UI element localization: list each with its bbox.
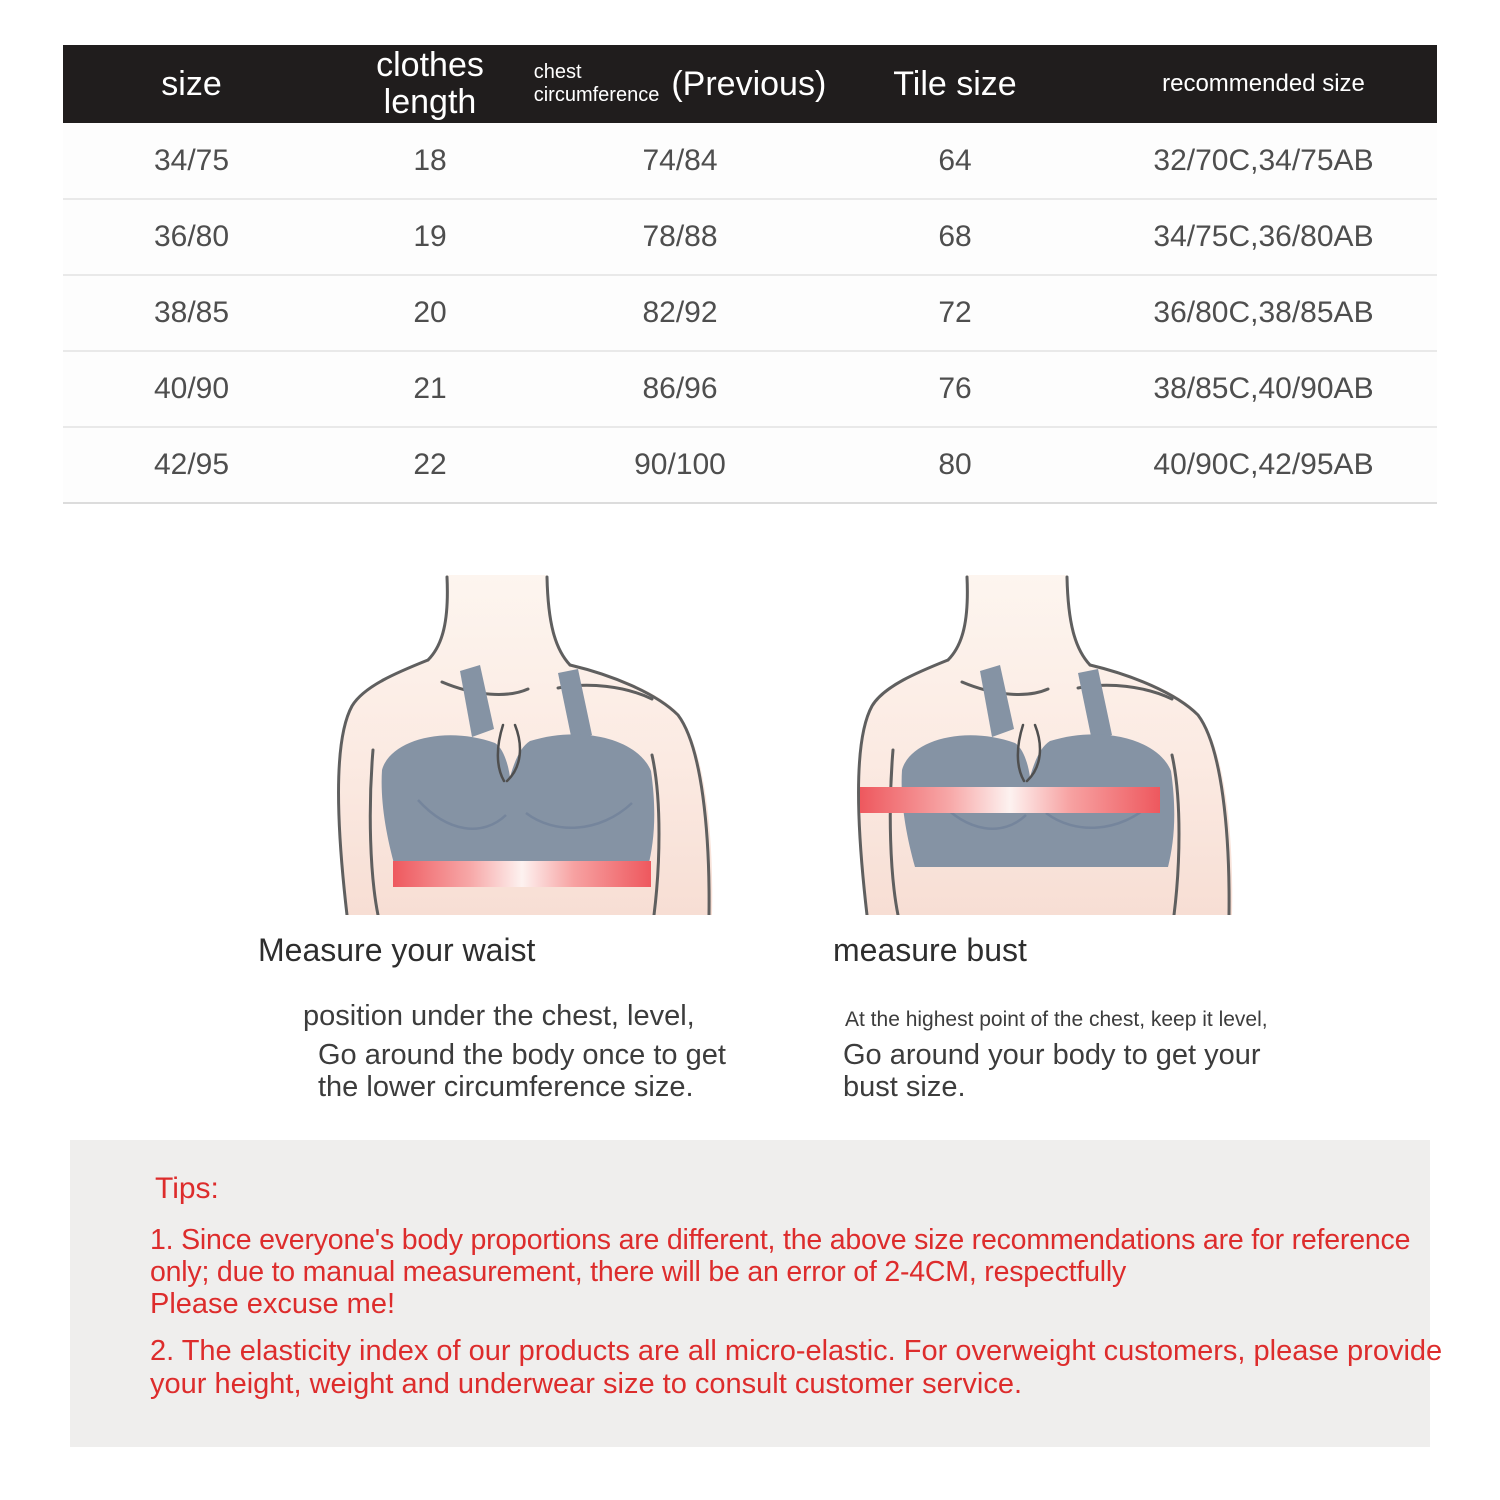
table-cell: 22 xyxy=(320,427,540,503)
size-chart-table xyxy=(63,45,1437,504)
header-label: clothes xyxy=(376,46,484,85)
table-cell: 78/88 xyxy=(540,199,820,275)
tips-note: Please excuse me! xyxy=(150,1288,396,1320)
column-header-tile-size xyxy=(820,45,1090,123)
table-cell: 76 xyxy=(820,351,1090,427)
table-cell: 40/90 xyxy=(63,351,320,427)
table-cell: 38/85C,40/90AB xyxy=(1090,351,1437,427)
table-cell: 36/80 xyxy=(63,199,320,275)
header-label: size xyxy=(161,64,222,103)
tips-heading: Tips: xyxy=(155,1172,219,1205)
column-header-chest-circumference xyxy=(533,45,827,123)
table-cell: 90/100 xyxy=(540,427,820,503)
table-cell: 64 xyxy=(820,123,1090,199)
table-cell: 21 xyxy=(320,351,540,427)
table-cell: 18 xyxy=(320,123,540,199)
table-header-row xyxy=(63,45,1437,123)
table-cell: 34/75C,36/80AB xyxy=(1090,199,1437,275)
header-label: (Previous) xyxy=(671,64,827,103)
table-cell: 20 xyxy=(320,275,540,351)
table-cell: 38/85 xyxy=(63,275,320,351)
header-label: circumference xyxy=(533,84,660,106)
measure-bust-title: measure bust xyxy=(833,932,1027,968)
table-row xyxy=(63,427,1437,503)
header-label: length xyxy=(383,83,477,121)
table-row xyxy=(63,199,1437,275)
header-label: recommended size xyxy=(1162,70,1365,97)
table-row xyxy=(63,351,1437,427)
measuring-tape-band xyxy=(860,787,1160,813)
table-cell: 82/92 xyxy=(540,275,820,351)
column-header-clothes-length xyxy=(320,45,540,123)
tips-item-2: 2. The elasticity index of our products are all micro-elastic. For overweight customers, please provide your height, weight and underwear size to consult customer service. xyxy=(150,1335,1443,1400)
table-cell: 72 xyxy=(820,275,1090,351)
header-label: chest xyxy=(533,61,582,83)
measure-bust-instruction-2: Go around your body to get your bust size. xyxy=(843,1039,1261,1103)
measure-waist-title: Measure your waist xyxy=(258,932,536,968)
measure-bust-instruction-1: At the highest point of the chest, keep it level, xyxy=(845,1008,1268,1031)
table-row xyxy=(63,275,1437,351)
measure-underbust-illustration xyxy=(300,575,730,915)
table-cell: 36/80C,38/85AB xyxy=(1090,275,1437,351)
table-cell: 34/75 xyxy=(63,123,320,199)
tips-item-1: 1. Since everyone's body proportions are different, the above size recommendations are for reference only; due to manual measurement, there will be an error of 2-4CM, respectfully xyxy=(150,1224,1411,1288)
table-row xyxy=(63,123,1437,199)
measure-waist-instruction-2: Go around the body once to get the lower circumference size. xyxy=(318,1039,726,1103)
header-label: Tile size xyxy=(893,64,1017,103)
table-cell: 32/70C,34/75AB xyxy=(1090,123,1437,199)
table-cell: 86/96 xyxy=(540,351,820,427)
column-header-size xyxy=(63,45,320,123)
column-header-recommended-size xyxy=(1090,45,1437,123)
measure-waist-instruction-1: position under the chest, level, xyxy=(303,1000,695,1032)
table-cell: 19 xyxy=(320,199,540,275)
measuring-tape-band xyxy=(393,861,651,887)
table-cell: 74/84 xyxy=(540,123,820,199)
table-cell: 68 xyxy=(820,199,1090,275)
measure-bust-illustration xyxy=(820,575,1250,915)
table-cell: 42/95 xyxy=(63,427,320,503)
table-cell: 80 xyxy=(820,427,1090,503)
tips-box xyxy=(70,1140,1443,1447)
table-cell: 40/90C,42/95AB xyxy=(1090,427,1437,503)
